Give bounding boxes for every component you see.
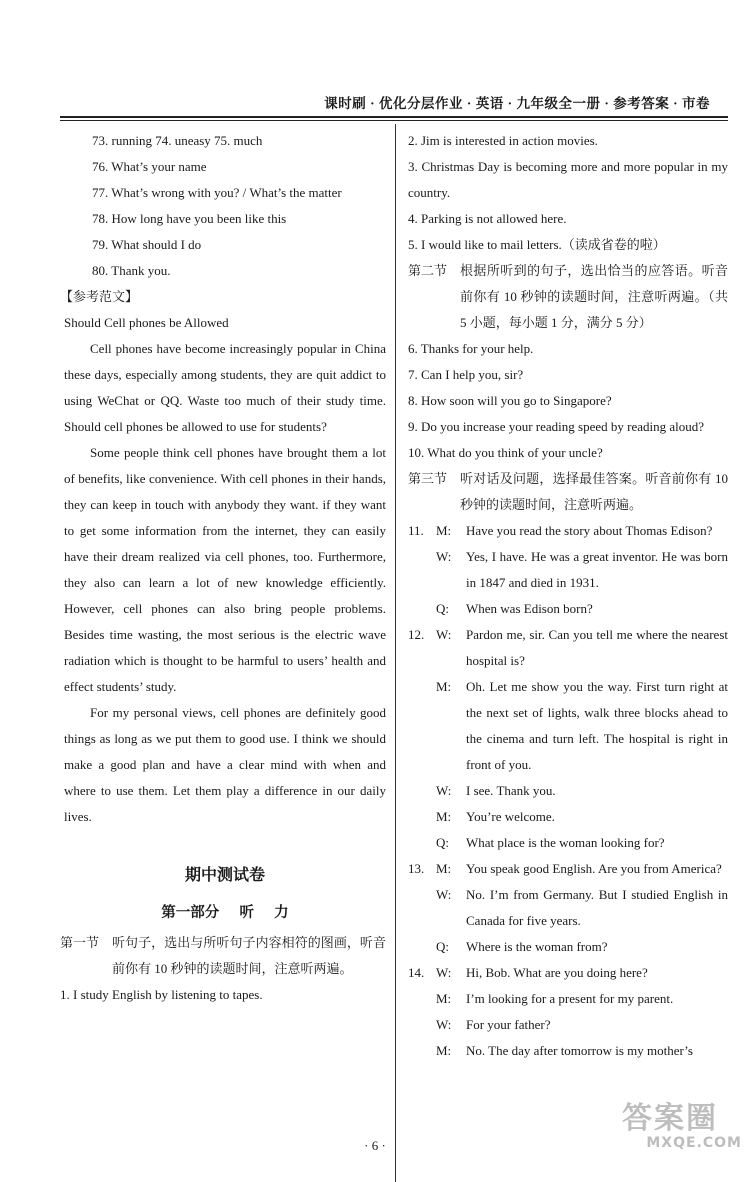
essay-body <box>64 336 386 830</box>
header-rule <box>60 116 728 121</box>
item-7: 7. Can I help you, sir? <box>408 367 524 382</box>
part-title: 第一部分 听 力 <box>161 905 289 921</box>
item-1: 1. I study English by listening to tapes. <box>60 987 263 1002</box>
dialogue-line: M: I’m looking for a present for my parent. <box>436 991 674 1006</box>
dialogue-line: M: You’re welcome. <box>436 809 555 824</box>
answer-list <box>64 128 386 284</box>
item-6: 6. Thanks for your help. <box>408 341 534 356</box>
dialogue-line: 11. M: Have you read the story about Thomas Edison? <box>408 523 713 538</box>
items-2-5 <box>408 128 728 258</box>
section-3-heading <box>408 466 728 518</box>
answer-80: 80. Thank you. <box>92 263 171 278</box>
section-2-tag: 第二节 <box>408 263 448 278</box>
right-column <box>408 128 728 1064</box>
answer-76: 76. What’s your name <box>92 159 207 174</box>
dialogue-line: W: For your father? <box>436 1017 551 1032</box>
dialogue-line: 12. W: Pardon me, sir. Can you tell me where the nearest hospital is? <box>408 627 728 668</box>
essay-paragraph: For my personal views, cell phones are definitely good things as long as we put them to good use. I think we should make a good plan and have a clear mind with when and where to use them. Let them play a difference in our daily lives. <box>64 705 386 824</box>
dialogue-line: W: Yes, I have. He was a great inventor. He was born in 1847 and died in 1931. <box>436 549 728 590</box>
dialogue-line: W: I see. Thank you. <box>436 783 556 798</box>
dialogue-line: 14. W: Hi, Bob. What are you doing here? <box>408 965 648 980</box>
essay-title: Should Cell phones be Allowed <box>64 315 229 330</box>
answer-79: 79. What should I do <box>92 237 202 252</box>
section-1-heading <box>60 930 386 982</box>
item-3: 3. Christmas Day is becoming more and more popular in my country. <box>408 159 728 200</box>
dialogue-line: W: No. I’m from Germany. But I studied English in Canada for five years. <box>436 887 728 928</box>
item-9: 9. Do you increase your reading speed by reading aloud? <box>408 419 705 434</box>
item-10: 10. What do you think of your uncle? <box>408 445 603 460</box>
essay-paragraph: Cell phones have become increasingly popular in China these days, especially among students, they are quit addict to using WeChat or QQ. Waste too much of their study time. Should cell phones be allowed to use for students? <box>64 341 386 434</box>
dialogue-line: 13. M: You speak good English. Are you from America? <box>408 861 722 876</box>
section-3-instructions: 听对话及问题，选择最佳答案。听音前你有 10 秒钟的读题时间，注意听两遍。 <box>460 471 728 512</box>
item-4: 4. Parking is not allowed here. <box>408 211 567 226</box>
dialogue-line: M: No. The day after tomorrow is my mother’s <box>436 1043 693 1058</box>
item-8: 8. How soon will you go to Singapore? <box>408 393 612 408</box>
essay-paragraph: Some people think cell phones have brought them a lot of benefits, like convenience. With cell phones in their hands, they can keep in touch with anybody they want. if they want to get some information from the internet, they can easily have their dream realized via cell phones, too. Furthermore, they also can learn a lot of new knowledge efficiently. However, cell phones can also bring people problems. Besides time wasting, the most serious is the electric wave radiation which is thought to be harmful to users’ health and effect students’ study. <box>64 445 386 694</box>
left-column <box>60 128 386 1008</box>
section-1-instructions: 听句子，选出与所听句子内容相符的图画，听音前你有 10 秒钟的读题时间，注意听两遍。 <box>112 935 386 976</box>
dialogue-line: M: Oh. Let me show you the way. First turn right at the next set of lights, walk three blocks ahead to the cinema and turn left. The hospital is right in front of you. <box>436 679 728 772</box>
item-2: 2. Jim is interested in action movies. <box>408 133 598 148</box>
sample-essay-label: 【参考范文】 <box>60 289 139 304</box>
column-divider <box>395 124 396 1182</box>
item-5: 5. I would like to mail letters.（读成省卷的啦） <box>408 237 666 252</box>
page-number: · 6 · <box>364 1138 386 1153</box>
watermark-logo <box>622 1103 742 1155</box>
watermark-text: 答案圈 <box>622 1101 718 1136</box>
dialogue-line: Q: Where is the woman from? <box>436 939 608 954</box>
answer-73-75: 73. running 74. uneasy 75. much <box>92 133 263 148</box>
dialogue-line: Q: What place is the woman looking for? <box>436 835 665 850</box>
watermark-url: MXQE.COM <box>646 1135 742 1151</box>
exam-title: 期中测试卷 <box>184 865 265 884</box>
answer-77: 77. What’s wrong with you? / What’s the matter <box>92 185 342 200</box>
running-header: 课时刷 · 优化分层作业 · 英语 · 九年级全一册 · 参考答案 · 市卷 <box>324 96 710 111</box>
items-6-10 <box>408 336 728 466</box>
answer-78: 78. How long have you been like this <box>92 211 287 226</box>
dialogue-line: Q: When was Edison born? <box>436 601 593 616</box>
section-3-tag: 第三节 <box>408 471 448 486</box>
section-2-heading <box>408 258 728 336</box>
section-1-tag: 第一节 <box>60 935 100 950</box>
dialogue-list <box>408 518 728 1064</box>
section-2-instructions: 根据所听到的句子，选出恰当的应答语。听音前你有 10 秒钟的读题时间，注意听两遍。（共 5 小题，每小题 1 分，满分 5 分） <box>460 263 728 330</box>
